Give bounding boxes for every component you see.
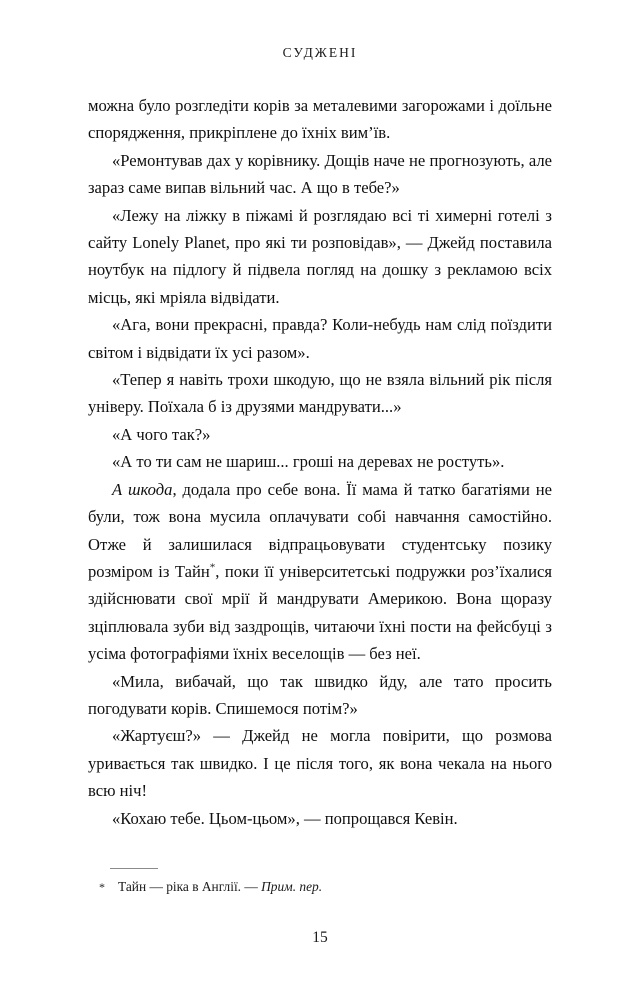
para-money-trees (88, 448, 552, 475)
footnote-list (88, 878, 552, 896)
footnote-tyne (88, 878, 552, 896)
para-kevin-roof (88, 147, 552, 202)
para-kohayu (88, 805, 552, 832)
para-zhartuesh (88, 722, 552, 804)
text-run: «Жартуєш?» — Джейд не могла повірити, що розмова уривається так швидко. І це після того, як вона чекала на нього всю ніч! (88, 726, 552, 801)
footnote-reference-marker[interactable]: * (209, 561, 216, 574)
emphasis-text: А шкода (112, 479, 173, 499)
text-run: Тайн — ріка в Англії. — (118, 879, 262, 894)
text-run: , додала про себе вона. Її мама й татко багатіями не були, тож вона мусила оплачувати собі навчання самостійно. Отже й залишилася відпрацьовувати студентську позику розміром із Тайн (88, 479, 552, 581)
text-run: «Ремонтував дах у корівнику. Дощів наче не прогнозують, але зараз саме випав вільний час. А що в тебе?» (88, 150, 552, 198)
emphasis-text: Прим. пер. (261, 879, 323, 894)
para-a-shkoda (88, 476, 552, 668)
text-run: «Тепер я навіть трохи шкодую, що не взяла вільний рік після універу. Поїхала б із друзями мандрувати...» (88, 370, 552, 417)
text-run: «А то ти сам не шариш... гроші на деревах не ростуть». (112, 452, 505, 472)
text-run: «Мила, вибачай, що так швидко йду, але тато просить погодувати корів. Спишемося потім?» (88, 671, 552, 718)
para-continuation (88, 92, 552, 147)
footnote-text (118, 878, 552, 896)
text-run: можна було розгледіти корів за металевими загорожами і доїльне спорядження, прикріплене до їхніх вим’їв. (88, 96, 552, 143)
page-number: 15 (312, 929, 328, 946)
para-mila (88, 668, 552, 723)
body-text-block (88, 92, 552, 832)
text-run: , поки її університетські подружки роз’їхалися здійснювати свої мрії й мандрувати Америкою. Вона щоразу зціплювала зуби від заздрощів, читаючи їхні пости на фейсбуці з усіма фотографіями їхніх веселощів — без неї. (88, 561, 552, 664)
para-jade-lonely-planet (88, 202, 552, 312)
para-gap-year (88, 366, 552, 421)
text-run: «Лежу на ліжку в піжамі й розглядаю всі ті химерні готелі з сайту Lonely Planet, про які ти розповідав», — Джейд поставила ноутбук на підлогу й підвела погляд на дошку з рекламою всіх місць, які мріяла відвідати. (88, 205, 552, 307)
text-run: «А чого так?» (112, 424, 211, 444)
text-run: «Ага, вони прекрасні, правда? Коли-небудь нам слід поїздити світом і відвідати їх усі разом». (88, 315, 552, 362)
footnote-marker: * (99, 880, 105, 894)
footnote-separator-rule (110, 868, 158, 869)
para-why (88, 421, 552, 448)
running-head: СУДЖЕНІ (282, 45, 358, 60)
footnote-area (88, 868, 552, 896)
para-aha (88, 311, 552, 366)
text-run: «Кохаю тебе. Цьом-цьом», — попрощався Кевін. (112, 808, 458, 828)
